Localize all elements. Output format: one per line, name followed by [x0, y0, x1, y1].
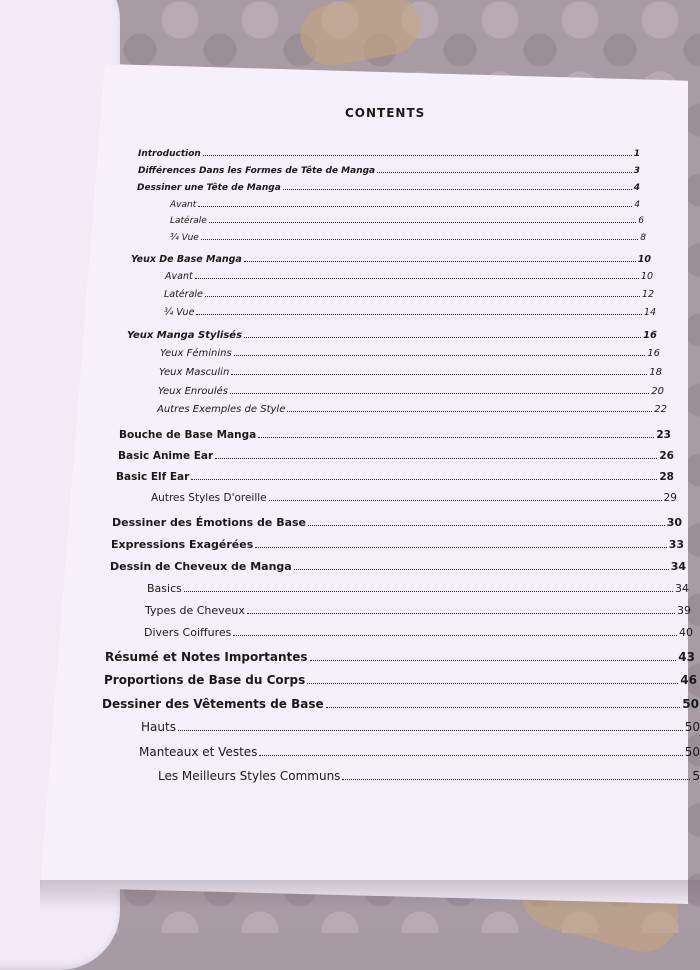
toc-subentry: Autres Exemples de Style 22	[157, 404, 667, 415]
toc-entry: Yeux Manga Stylisés 16	[127, 330, 657, 341]
toc-entry: Dessiner une Tête de Manga 4	[137, 183, 640, 193]
toc-entry: Dessiner des Vêtements de Base 50	[102, 697, 699, 711]
toc-subentry: Les Meilleurs Styles Communs 5	[158, 769, 700, 783]
toc-subentry: ¾ Vue 14	[164, 307, 656, 318]
toc-entry: Basic Anime Ear 26	[118, 450, 674, 462]
toc-subentry: Yeux Féminins 16	[160, 348, 660, 359]
toc-entry: Introduction 1	[138, 149, 640, 159]
toc-subentry: Yeux Masculin 18	[159, 367, 662, 378]
toc-entry: Résumé et Notes Importantes 43	[105, 650, 695, 664]
toc-subentry: ¾ Vue 8	[170, 233, 646, 243]
toc-entry: Différences Dans les Formes de Tête de Manga 3	[138, 166, 640, 176]
toc-entry: Dessiner des Émotions de Base 30	[112, 516, 682, 529]
toc-subentry: Avant 4	[170, 200, 640, 210]
toc-entry: Proportions de Base du Corps 46	[104, 673, 697, 687]
contents-title: CONTENTS	[345, 106, 426, 120]
toc-entry: Expressions Exagérées 33	[111, 538, 684, 551]
toc-entry: Bouche de Base Manga 23	[119, 429, 671, 441]
toc-subentry: Avant 10	[165, 271, 653, 282]
toc-subentry: Basics 34	[147, 582, 689, 595]
page-shadow	[40, 880, 700, 910]
toc-subentry: Latérale 12	[164, 289, 654, 300]
toc-entry: Dessin de Cheveux de Manga 34	[110, 560, 686, 573]
toc-subentry: Yeux Enroulés 20	[158, 386, 664, 397]
toc-entry: Basic Elf Ear 28	[116, 471, 674, 483]
toc-subentry: Divers Coiffures 40	[144, 626, 693, 639]
toc-subentry: Hauts 50	[141, 720, 700, 734]
toc-subentry: Latérale 6	[170, 216, 644, 226]
toc-subentry: Manteaux et Vestes 50	[139, 745, 700, 759]
toc-subentry: Types de Cheveux 39	[145, 604, 691, 617]
toc-subentry: Autres Styles D'oreille 29	[151, 492, 677, 504]
toc-entry: Yeux De Base Manga 10	[131, 254, 651, 265]
